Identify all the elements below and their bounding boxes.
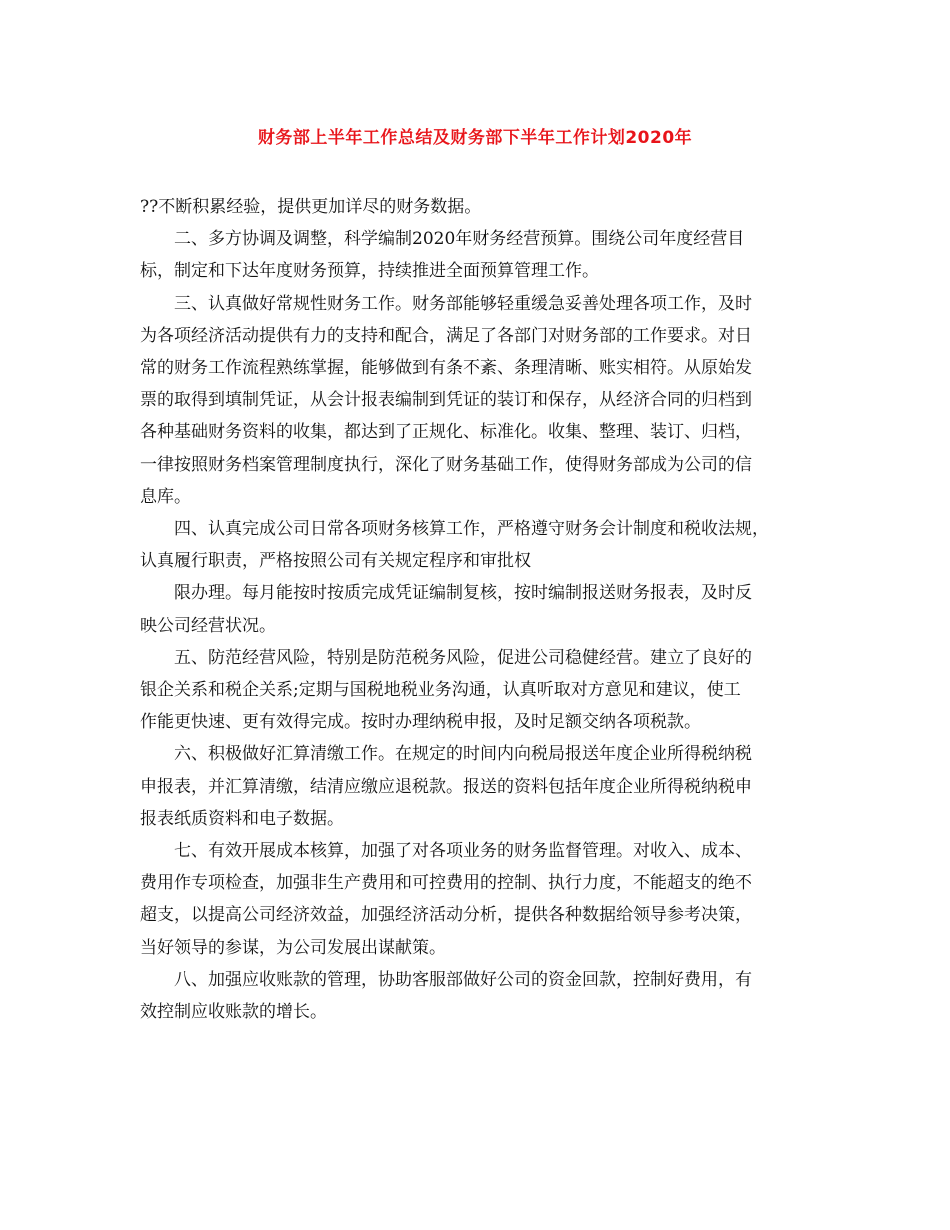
text-line: 超支，以提高公司经济效益，加强经济活动分析，提供各种数据给领导参考决策， [140, 905, 752, 926]
text-line: 当好领导的参谋，为公司发展出谋献策。 [140, 937, 446, 958]
text-line: 二、多方协调及调整，科学编制2020年财务经营预算。围绕公司年度经营目 [174, 229, 745, 250]
text-line: 标，制定和下达年度财务预算，持续推进全面预算管理工作。 [140, 261, 599, 282]
paragraph [140, 191, 830, 223]
paragraph [140, 738, 830, 835]
paragraph [140, 964, 830, 1028]
paragraph [140, 513, 830, 577]
text-line: 五、防范经营风险，特别是防范税务风险，促进公司稳健经营。建立了良好的 [174, 647, 752, 668]
text-line: 息库。 [140, 486, 191, 507]
document-title: 财务部上半年工作总结及财务部下半年工作计划2020年 [257, 128, 693, 148]
text-line: 为各项经济活动提供有力的支持和配合，满足了各部门对财务部的工作要求。对日 [140, 325, 752, 346]
text-line: 常的财务工作流程熟练掌握，能够做到有条不紊、条理清晰、账实相符。从原始发 [140, 358, 752, 379]
text-line: 银企关系和税企关系;定期与国税地税业务沟通，认真听取对方意见和建议，使工 [140, 680, 741, 701]
text-line: 费用作专项检查，加强非生产费用和可控费用的控制、执行力度，不能超支的绝不 [140, 873, 752, 894]
text-line: ??不断积累经验，提供更加详尽的财务数据。 [140, 197, 482, 217]
paragraph [140, 642, 830, 739]
text-line: 六、积极做好汇算清缴工作。在规定的时间内向税局报送年度企业所得税纳税 [174, 744, 752, 765]
text-line: 作能更快速、更有效得完成。按时办理纳税申报，及时足额交纳各项税款。 [140, 712, 701, 733]
text-line: 限办理。每月能按时按质完成凭证编制复核，按时编制报送财务报表，及时反 [174, 583, 752, 604]
text-line: 认真履行职责，严格按照公司有关规定程序和审批权 [140, 551, 531, 572]
text-line: 报表纸质资料和电子数据。 [140, 808, 344, 829]
text-line: 三、认真做好常规性财务工作。财务部能够轻重缓急妥善处理各项工作，及时 [174, 293, 752, 314]
text-line: 一律按照财务档案管理制度执行，深化了财务基础工作，使得财务部成为公司的信 [140, 454, 752, 475]
text-line: 四、认真完成公司日常各项财务核算工作，严格遵守财务会计制度和税收法规， [174, 519, 769, 540]
text-line: 票的取得到填制凭证，从会计报表编制到凭证的装订和保存，从经济合同的归档到 [140, 390, 752, 411]
document-body [140, 191, 830, 1028]
text-line: 各种基础财务资料的收集，都达到了正规化、标准化。收集、整理、装订、归档， [140, 422, 752, 443]
text-line: 申报表，并汇算清缴，结清应缴应退税款。报送的资料包括年度企业所得税纳税申 [140, 776, 752, 797]
paragraph [140, 288, 830, 513]
paragraph [140, 223, 830, 287]
text-line: 七、有效开展成本核算，加强了对各项业务的财务监督管理。对收入、成本、 [174, 841, 752, 862]
text-line: 效控制应收账款的增长。 [140, 1002, 327, 1023]
text-line: 映公司经营状况。 [140, 615, 276, 636]
paragraph [140, 577, 830, 641]
text-line: 八、加强应收账款的管理，协助客服部做好公司的资金回款，控制好费用，有 [174, 969, 752, 990]
paragraph [140, 835, 830, 964]
